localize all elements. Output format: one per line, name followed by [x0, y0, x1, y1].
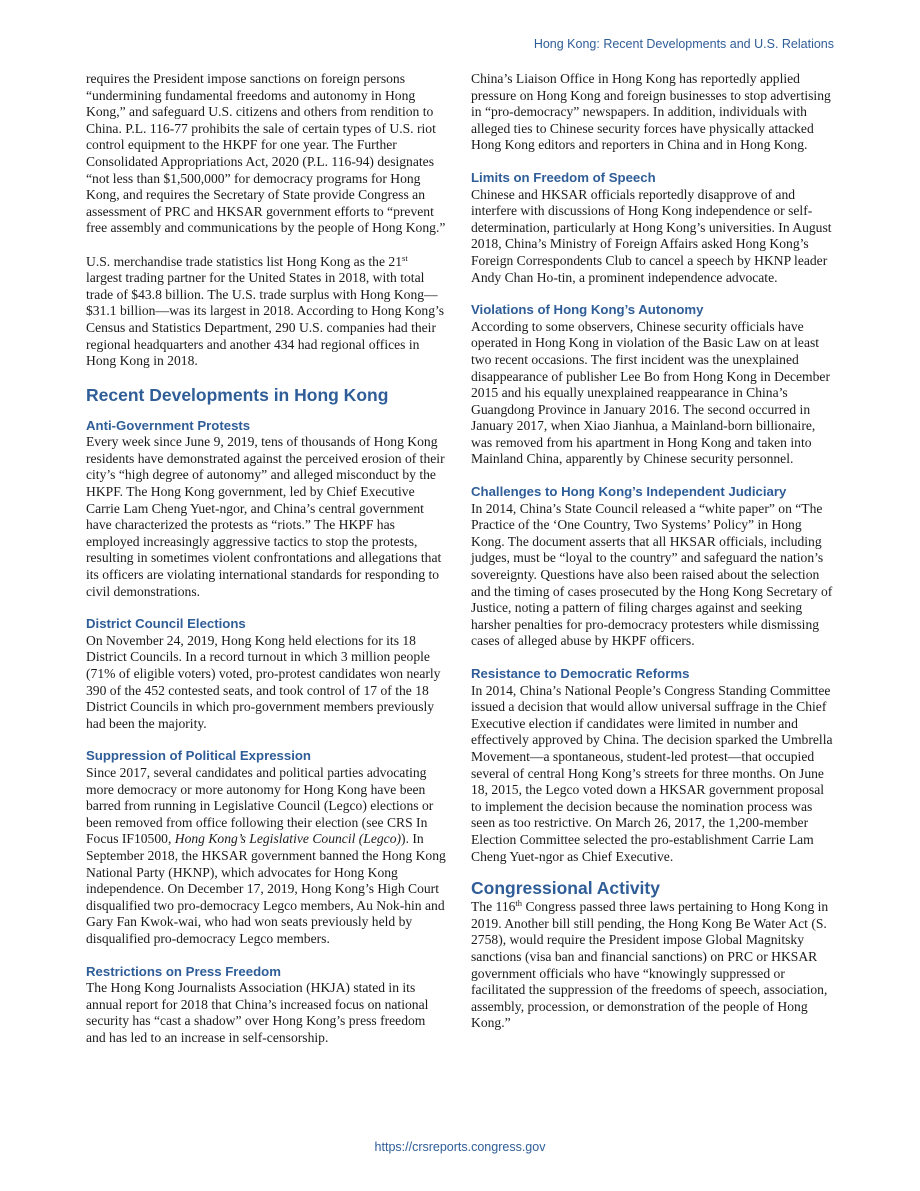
suppression-text-b: ). In September 2018, the HKSAR government banned the Hong Kong National Party (HKNP), which advocates for Hong Kong independence. On December 17, 2019, Hong Kong’s High Court disqualified two pro-democracy Legco members, Au Nok-hin and Gary Fan Kwok-wai, who had won seats previously held by disqualified pro-democracy Legco members. — [86, 831, 446, 946]
congress-text-b: Congress passed three laws pertaining to Hong Kong in 2019. Another bill still pending, the Hong Kong Be Water Act (S. 2758), would require the President impose Global Magnitsky sanctions (visa ban and financial sanctions) on PRC or HKSAR government officials who have “knowingly suppressed or facilitated the suppression of the freedoms of speech, association, assembly, procession, or demonstration of the people of Hong Kong.” — [471, 899, 829, 1031]
trade-text-b: largest trading partner for the United States in 2018, with total trade of $43.8 billion. The U.S. trade surplus with Hong Kong—$31.1 billion—was its largest in 2018. According to Hong Kong’s Census and Statistics Department, 290 U.S. companies had their regional headquarters and another 434 had regional offices in Hong Kong in 2018. — [86, 270, 445, 369]
trade-ordinal-suffix: st — [402, 252, 408, 263]
paragraph-district-elections: On November 24, 2019, Hong Kong held elections for its 18 District Councils. In a record turnout in which 3 million people (71% of eligible voters) voted, pro-protest candidates won nearly 390 of the 452 contested seats, and took control of 17 of the 18 District Councils in which pro-government members previously had been the majority. — [86, 632, 441, 731]
paragraph-liaison-office: China’s Liaison Office in Hong Kong has reportedly applied pressure on Hong Kong and foreign businesses to stop advertising in “pro-democracy” newspapers. In addition, individuals with alleged ties to Chinese security forces have physically attacked Hong Kong editors and reporters in China and in Hong Kong. — [471, 71, 831, 153]
paragraph-press-freedom: The Hong Kong Journalists Association (HKJA) stated in its annual report for 2018 that China’s increased focus on national security has “cast a shadow” over Hong Kong’s press freedom and has led to an increase in self-censorship. — [86, 980, 429, 1045]
paragraph-freedom-of-speech: Chinese and HKSAR officials reportedly disapprove of and interfere with discussions of Hong Kong independence or self-determination, particularly at Hong Kong’s universities. In August 2018, China’s Ministry of Foreign Affairs asked Hong Kong’s Foreign Correspondents Club to cancel a speech by HKNP leader Andy Chan Ho-tin, a prominent independence advocate. — [471, 186, 832, 285]
paragraph-trade — [86, 254, 446, 370]
subheading-freedom-of-speech: Limits on Freedom of Speech — [471, 169, 656, 185]
paragraph-judiciary: In 2014, China’s State Council released a “white paper” on “The Practice of the ‘One Country, Two Systems’ Policy” in Hong Kong. The document asserts that all HKSAR officials, including judges, must be “loyal to the country” and safeguard the nation’s sovereignty. Questions have also been raised about the selection and the timing of cases prosecuted by the Hong Kong Secretary of Justice, noting a pattern of filing charges against and seeking harsher penalties for pro-democracy protesters while dismissing cases of alleged abuse by HKPF officers. — [471, 500, 833, 649]
paragraph-protests: Every week since June 9, 2019, tens of thousands of Hong Kong residents have demonstrated against the perceived erosion of their city’s “high degree of autonomy” and alleged misconduct by the HKPF. The Hong Kong government, led by Chief Executive Carrie Lam Cheng Yuet-ngor, and China’s central government have characterized the protests as “riots.” The HKPF has employed increasingly aggressive tactics to stop the protests, resulting in sometimes violent confrontations and allegations that its officers are violating international standards for responding to civil demonstrations. — [86, 434, 445, 599]
heading-congressional-activity: Congressional Activity — [471, 878, 660, 899]
paragraph-autonomy: According to some observers, Chinese security officials have operated in Hong Kong in violation of the Basic Law on at least two recent occasions. The first incident was the unexplained disappearance of publisher Lee Bo from Hong Kong in December 2015 and his equally unexplained reappearance in China’s Guangdong Province in January 2016. The second occurred in January 2017, when Xiao Jianhua, a Mainland-born billionaire, was removed from his apartment in Hong Kong and taken into Mainland China, apparently by Chinese security personnel. — [471, 318, 830, 467]
congress-text-a: The 116 — [471, 899, 516, 915]
congress-ordinal-suffix: th — [515, 898, 523, 909]
suppression-text-a: Since 2017, several candidates and political parties advocating more democracy or more autonomy for Hong Kong have been barred from running in Legislative Council (Legco) elections or been removed from office following their election (see CRS In Focus IF10500, — [86, 764, 434, 847]
right-column — [471, 71, 833, 1032]
suppression-citation-title: Hong Kong’s Legislative Council (Legco) — [174, 831, 402, 847]
subheading-democratic-reforms: Resistance to Democratic Reforms — [471, 666, 690, 681]
trade-text-a: U.S. merchandise trade statistics list Hong Kong as the 21 — [86, 253, 403, 269]
footer-url-link[interactable]: https://crsreports.congress.gov — [374, 1140, 546, 1154]
paragraph-democratic-reforms: In 2014, China’s National People’s Congress Standing Committee issued a decision that would allow universal suffrage in the Chief Executive election if candidates were limited in number and effectively approved by China. The decision sparked the Umbrella Movement—a spontaneous, student-led protest—that occupied several of central Hong Kong’s streets for three months. On June 18, 2015, the Legco voted down a HKSAR government proposal to implement the decision because the nomination process was seen as too restrictive. On March 26, 2017, the 1,200-member Election Committee selected the pro-establishment Carrie Lam Cheng Yuet-ngor as Chief Executive. — [471, 682, 833, 864]
subheading-district-council-elections: District Council Elections — [86, 616, 246, 632]
paragraph-suppression — [86, 765, 446, 948]
paragraph-continued-sanctions: requires the President impose sanctions on foreign persons “undermining fundamental freedoms and autonomy in Hong Kong,” and safeguard U.S. citizens and others from rendition to China. P.L. 116-77 prohibits the sale of certain types of U.S. riot control equipment to the HKPF for one year. The Further Consolidated Appropriations Act, 2020 (P.L. 116-94) designates “not less than $1,500,000” for democracy programs for Hong Kong, and requires the Secretary of State provide Congress an assessment of PRC and HKSAR government efforts to “prevent free assembly and communications by the people of Hong Kong.” — [86, 71, 446, 236]
paragraph-congressional-activity — [471, 899, 833, 1032]
subheading-autonomy-violations: Violations of Hong Kong’s Autonomy — [471, 302, 704, 318]
subheading-press-freedom: Restrictions on Press Freedom — [86, 963, 281, 979]
left-column — [86, 71, 446, 1046]
heading-recent-developments: Recent Developments in Hong Kong — [86, 384, 389, 405]
subheading-anti-government-protests: Anti-Government Protests — [86, 417, 251, 433]
running-head: Hong Kong: Recent Developments and U.S. Relations — [533, 37, 834, 51]
subheading-suppression-political-expression: Suppression of Political Expression — [86, 748, 311, 764]
subheading-independent-judiciary: Challenges to Hong Kong’s Independent Judiciary — [471, 484, 787, 500]
